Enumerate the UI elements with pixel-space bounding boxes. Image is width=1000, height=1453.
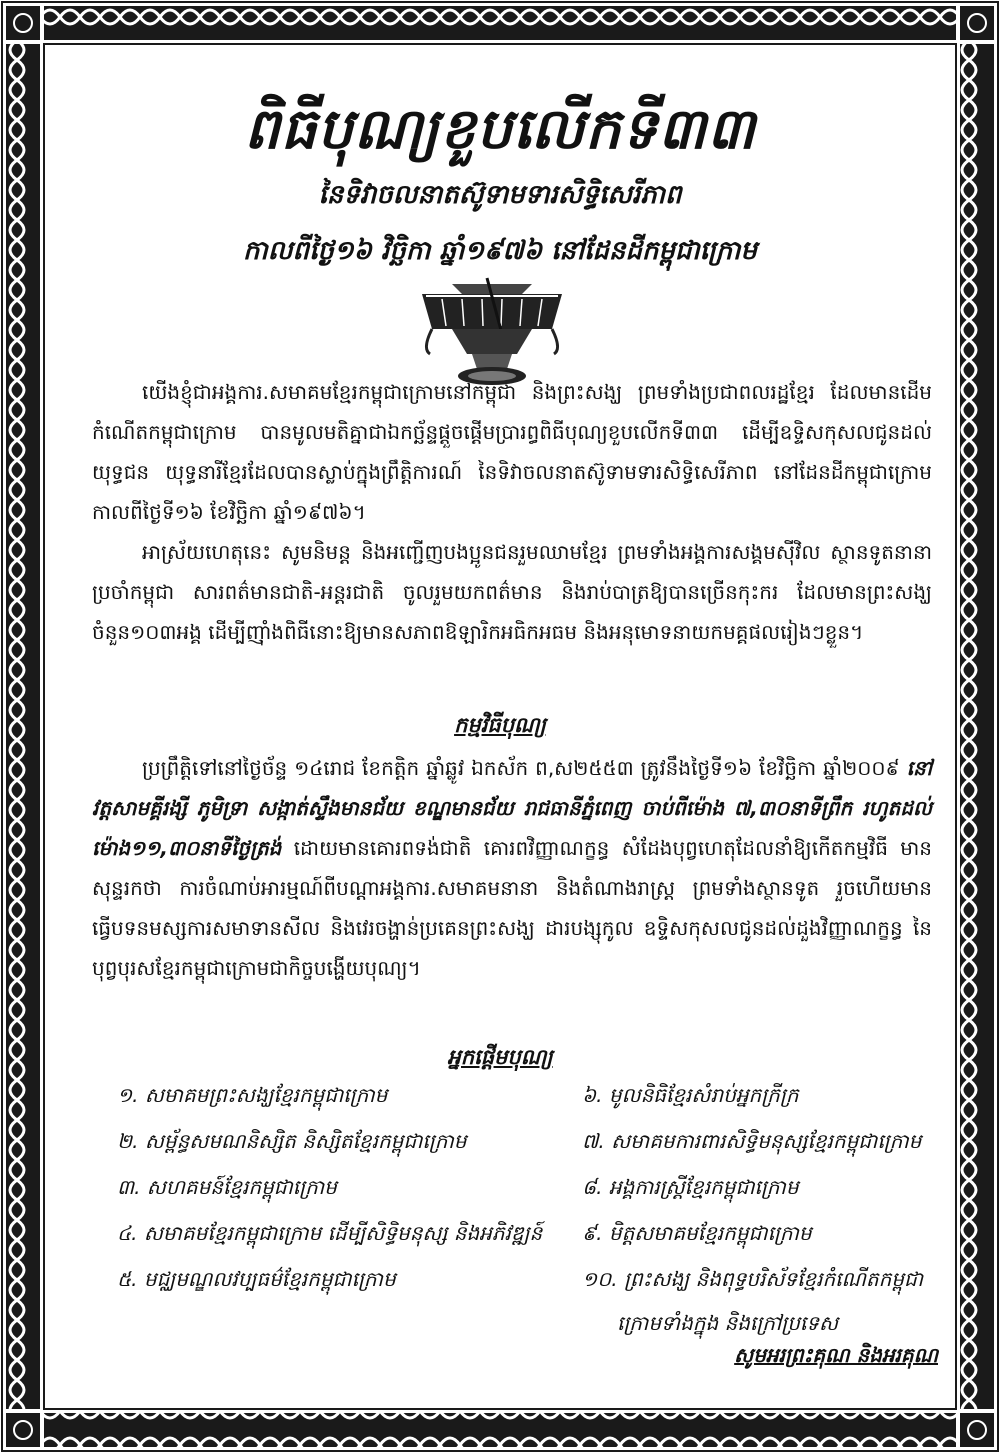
list-item: ៧. សមាគមការពារសិទ្ធិមនុស្សខ្មែរកម្ពុជាក្រោម <box>582 1129 922 1153</box>
program-heading: កម្មវិធីបុណ្យ <box>454 713 546 737</box>
program-details-text: ដោយមានគោរពទង់ជាតិ គោរពវិញ្ញាណក្ខន្ធ សំដែងបុព្វហេតុដែលនាំឱ្យកើតកម្មវិធី មានសុន្ទរកថា ការចំណាប់អារម្មណ៍ពីបណ្តាអង្គការ.សមាគមនានា និងតំណាងរាស្ត្រ ព្រមទាំងស្ថានទូត រួចហើយមានធ្វើបទនមស្សការសមាទានសីល និងវេរចង្ហាន់ប្រគេនព្រះសង្ឃ ដារបង្សុកូល ឧទ្ទិសកុសលជូនដល់ដួងវិញ្ញាណក្ខន្ធ នៃបុព្វបុរសខ្មែរកម្ពុជាក្រោមជាកិច្ចបង្ហើយបុណ្យ។ <box>92 836 932 980</box>
organizers-list <box>117 1082 924 1352</box>
program-location-text: នៅវត្តសាមគ្គីរង្សី ភូមិទ្រា សង្កាត់ស្ទឹងមានជ័យ ខណ្ឌមានជ័យ រាជធានីភ្នំពេញ ចាប់ពីម៉ោង ៧,៣០នាទីព្រឹក រហូតដល់ម៉ោង១១,៣០នាទីថ្ងៃត្រង់ <box>92 756 932 860</box>
content-area <box>62 52 938 1402</box>
list-item: ៥. មជ្ឈមណ្ឌលវប្បធម៌ខ្មែរកម្ពុជាក្រោម <box>117 1267 396 1291</box>
list-item: ៣. សហគមន៍ខ្មែរកម្ពុជាក្រោម <box>117 1175 337 1199</box>
intro-paragraph: យើងខ្ញុំជាអង្គការ.សមាគមខ្មែរកម្ពុជាក្រោមនៅកម្ពុជា និងព្រះសង្ឃ ព្រមទាំងប្រជាពលរដ្ឋខ្មែរ ដែលមានដើមកំណើតកម្ពុជាក្រោម បានមូលមតិគ្នាជាឯកច្ឆ័ន្ទផ្តួចផ្តើមប្រារព្ធពិធីបុណ្យខួបលើកទី៣៣ ដើម្បីឧទ្ទិសកុសលជូនដល់យុទ្ធជន យុទ្ធនារីខ្មែរដែលបានស្លាប់ក្នុងព្រឹត្តិការណ៍ នៃទិវាចលនាតស៊ូទាមទារសិទ្ធិសេរីភាព នៅដែនដីកម្ពុជាក្រោម កាលពីថ្ងៃទី១៦ ខែវិច្ឆិកា ឆ្នាំ១៩៧៦។ <box>92 380 932 524</box>
list-item: ក្រោមទាំងក្នុង និងក្រៅប្រទេស <box>617 1311 839 1335</box>
page-title: ពិធីបុណ្យខួបលើកទី៣៣ <box>244 96 756 162</box>
invitation-paragraph: អាស្រ័យហេតុនេះ សូមនិមន្ត និងអញ្ជើញបងប្អូនជនរួមឈាមខ្មែរ ព្រមទាំងអង្គការសង្គមស៊ីវិល ស្ថានទូតនានាប្រចាំកម្ពុជា សារពត៌មានជាតិ-អន្តរជាតិ ចូលរួមយកពត៌មាន និងរាប់បាត្រឱ្យបានច្រើនកុះករ ដែលមានព្រះសង្ឃចំនួន១០៣អង្គ ដើម្បីញ៉ាំងពិធីនោះឱ្យមានសភាពឱឡារិកអធិកអធម និងអនុមោទនាយកមគ្គផលរៀងៗខ្លួន។ <box>92 540 932 644</box>
list-item: ៦. មូលនិធិខ្មែរសំរាប់អ្នកក្រីក្រ <box>582 1083 799 1107</box>
list-item: ៤. សមាគមខ្មែរកម្ពុជាក្រោម ដើម្បីសិទ្ធិមនុស្ស និងអភិវឌ្ឍន៍ <box>117 1221 543 1245</box>
event-dateline: កាលពីថ្ងៃ១៦ វិច្ឆិកា ឆ្នាំ១៩៧៦ នៅដែនដីកម្ពុជាក្រោម <box>243 236 757 266</box>
program-paragraph <box>92 748 932 988</box>
list-item: ៩. មិត្តសមាគមខ្មែរកម្ពុជាក្រោម <box>582 1221 812 1245</box>
page-subtitle: នៃទិវាចលនាតស៊ូទាមទារសិទ្ធិសេរីភាព <box>318 180 682 210</box>
list-item: ២. សម្ព័ន្ធសមណនិស្សិត និស្សិតខ្មែរកម្ពុជាក្រោម <box>117 1129 467 1153</box>
list-item: ១០. ព្រះសង្ឃ និងពុទ្ធបរិស័ទខ្មែរកំណើតកម្ពុជា <box>582 1267 924 1291</box>
closing-thanks: សូមអរព្រះគុណ និងអរគុណ <box>734 1343 938 1367</box>
organizers-heading: អ្នកផ្តើមបុណ្យ <box>447 1045 553 1069</box>
list-item: ១. សមាគមព្រះសង្ឃខ្មែរកម្ពុជាក្រោម <box>117 1083 388 1107</box>
program-date-text: ប្រព្រឹត្តិទៅនៅថ្ងៃច័ន្ទ ១៤រោជ ខែកត្តិក ឆ្នាំឆ្លូវ ឯកស័ក ព,ស២៥៥៣ ត្រូវនឹងថ្ងៃទី១៦ ខែវិច្ឆិកា ឆ្នាំ២០០៩ <box>142 756 900 780</box>
list-item: ៨. អង្គការស្ត្រីខ្មែរកម្ពុជាក្រោម <box>582 1175 799 1199</box>
